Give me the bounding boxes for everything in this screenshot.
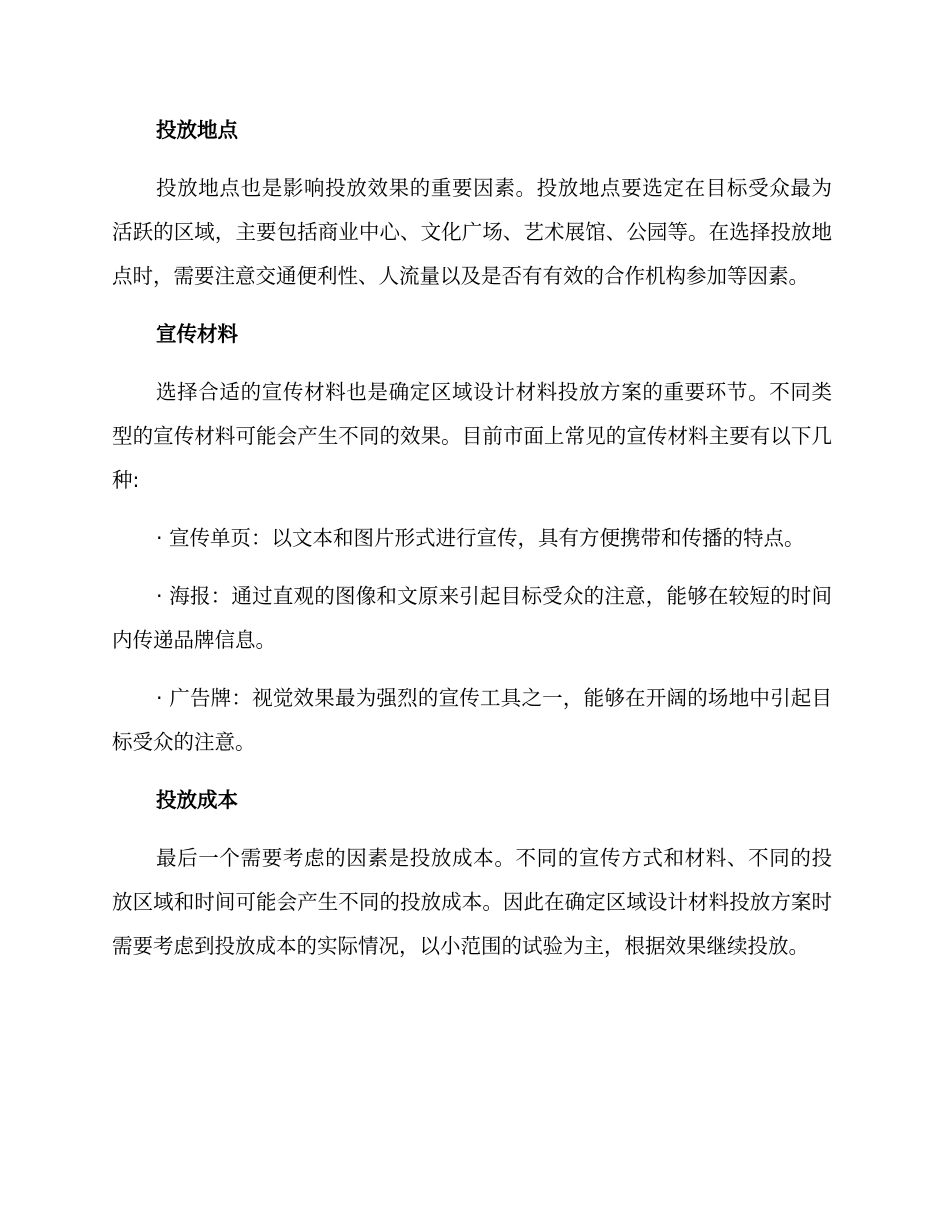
document-page: [112, 108, 832, 968]
section-heading-materials: 宣传材料: [156, 322, 238, 346]
paragraph-cost: 最后一个需要考虑的因素是投放成本。不同的宣传方式和材料、不同的投放区域和时间可能会产生不同的投放成本。因此在确定区域设计材料投放方案时需要考虑到投放成本的实际情况，以小范围的试验为主，根据效果继续投放。: [112, 846, 832, 958]
section-heading-location: 投放地点: [156, 118, 238, 142]
list-item-billboard: · 广告牌：视觉效果最为强烈的宣传工具之一，能够在开阔的场地中引起目标受众的注意。: [112, 686, 832, 754]
list-item-flyer: · 宣传单页：以文本和图片形式进行宣传，具有方便携带和传播的特点。: [156, 526, 805, 550]
paragraph-location: 投放地点也是影响投放效果的重要因素。投放地点要选定在目标受众最为活跃的区域，主要包括商业中心、文化广场、艺术展馆、公园等。在选择投放地点时，需要注意交通便利性、人流量以及是否有有效的合作机构参加等因素。: [112, 176, 832, 288]
section-heading-cost: 投放成本: [156, 788, 238, 812]
list-item-poster: · 海报：通过直观的图像和文原来引起目标受众的注意，能够在较短的时间内传递品牌信息。: [112, 584, 832, 652]
paragraph-materials-intro: 选择合适的宣传材料也是确定区域设计材料投放方案的重要环节。不同类型的宣传材料可能会产生不同的效果。目前市面上常见的宣传材料主要有以下几种:: [112, 380, 832, 492]
